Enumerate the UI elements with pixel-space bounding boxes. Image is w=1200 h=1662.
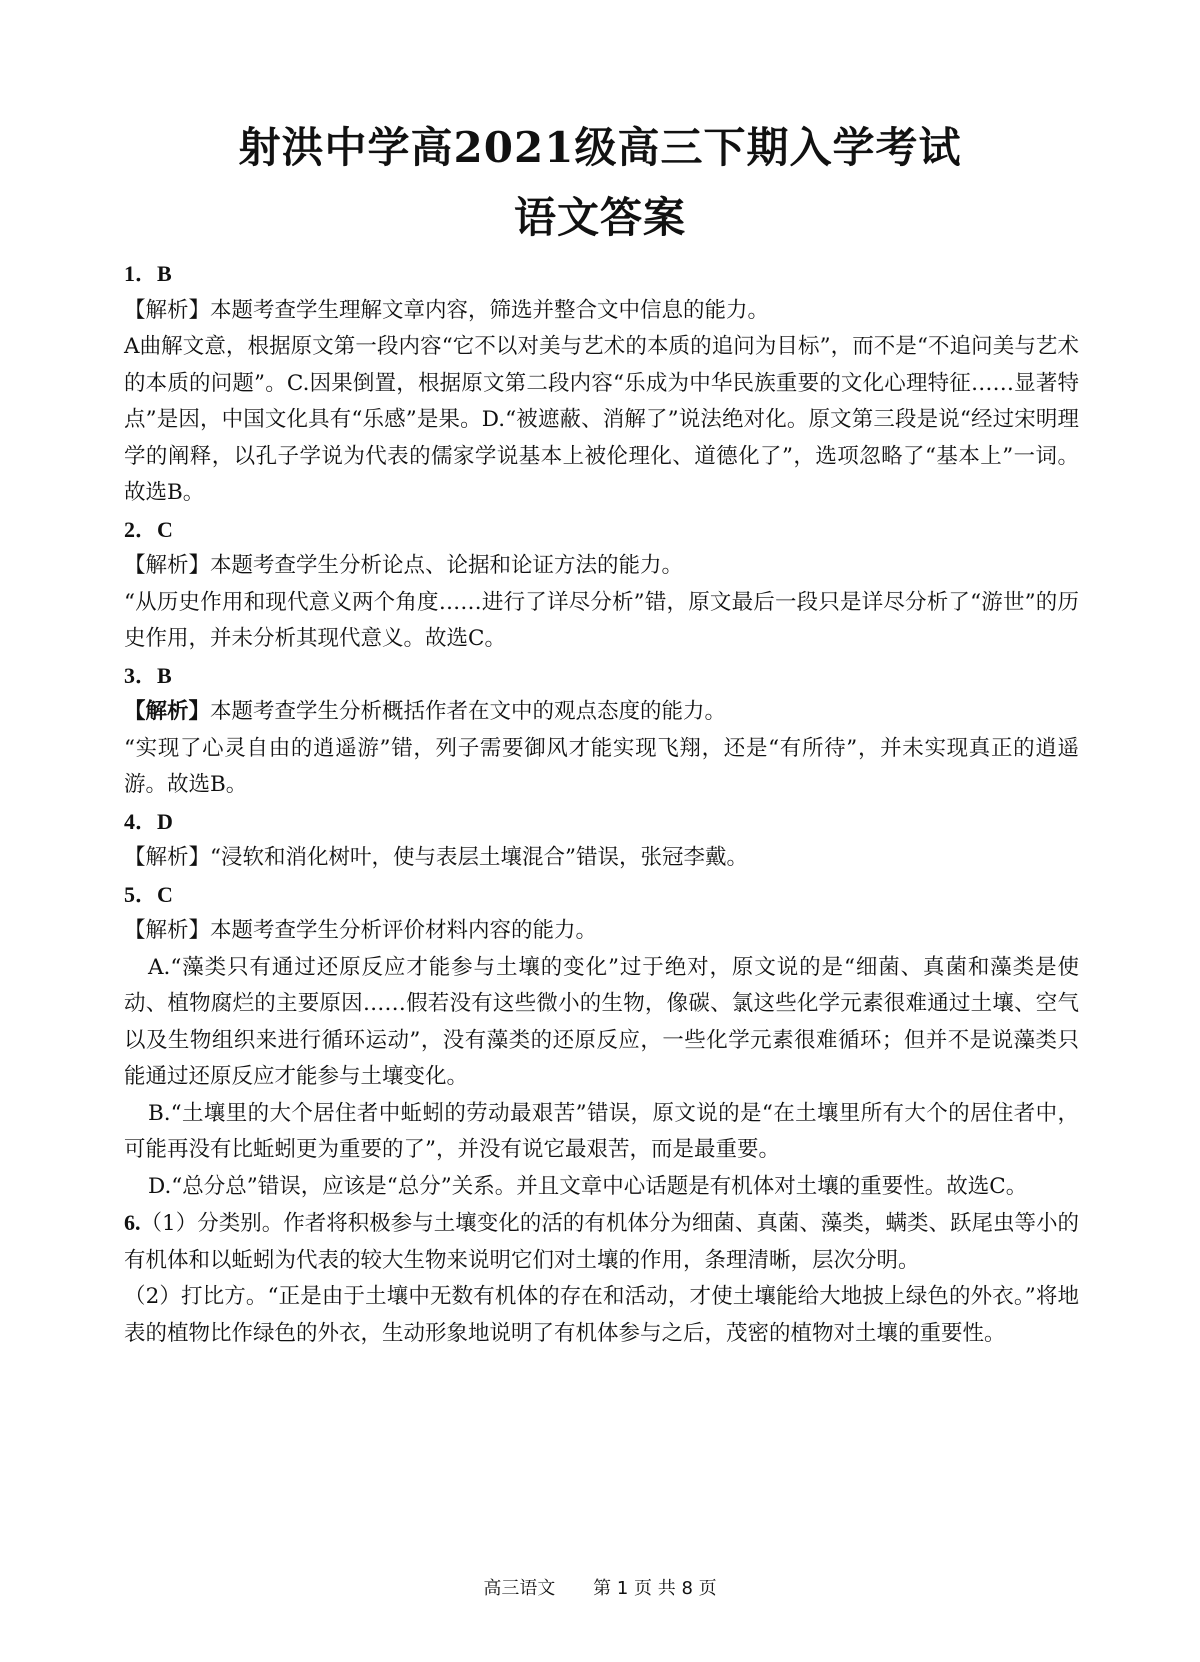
answer-1-detail: A曲解文意，根据原文第一段内容“它不以对美与艺术的本质的追问为目标”，而不是“不追问美与艺术的本质的问题”。C.因果倒置，根据原文第二段内容“乐成为中华民族重要的文化心理特征……显著特点”是因，中国文化具有“乐感”是果。D.“被遮蔽、消解了”说法绝对化。原文第三段是说“经过宋明理学的阐释，以孔子学说为代表的儒家学说基本上被伦理化、道德化了”，选项忽略了“基本上”一词。故选B。: [124, 334, 1079, 505]
analysis-tag: 【解析】: [124, 845, 211, 870]
answer-body: [124, 256, 1079, 1352]
footer-page-number: 第 1 页 共 8 页: [593, 1578, 717, 1599]
answer-1-analysis: [124, 293, 1079, 330]
answer-3-analysis: [124, 694, 1079, 731]
answer-5-detail-d: D.“总分总”错误，应该是“总分”关系。并且文章中心话题是有机体对土壤的重要性。故选C。: [148, 1173, 1028, 1199]
answer-4-analysis: [124, 840, 1079, 877]
answer-2-detail: “从历史作用和现代意义两个角度……进行了详尽分析”错，原文最后一段只是详尽分析了“游世”的历史作用，并未分析其现代意义。故选C。: [124, 589, 1079, 651]
analysis-text: 本题考查学生分析评价材料内容的能力。: [210, 918, 598, 943]
answer-2-number: 2．C: [124, 516, 173, 542]
answer-5-detail-b: B.“土壤里的大个居住者中蚯蚓的劳动最艰苦”错误，原文说的是“在土壤里所有大个的居住者中，可能再没有比蚯蚓更为重要的了”，并没有说它最艰苦，而是最重要。: [124, 1100, 1079, 1162]
analysis-text: 本题考查学生理解文章内容，筛选并整合文中信息的能力。: [210, 297, 770, 323]
analysis-tag: 【解析】: [124, 699, 211, 724]
analysis-tag: 【解析】: [124, 297, 211, 323]
answer-3-detail: “实现了心灵自由的逍遥游”错，列子需要御风才能实现飞翔，还是“有所待”，并未实现真正的逍遥游。故选B。: [124, 735, 1079, 797]
answer-6-part2: （2）打比方。“正是由于土壤中无数有机体的存在和活动，才使土壤能给大地披上绿色的外衣。”将地表的植物比作绿色的外衣，生动形象地说明了有机体参与之后，茂密的植物对土壤的重要性。: [124, 1284, 1079, 1346]
analysis-text: 本题考查学生分析论点、论据和论证方法的能力。: [210, 553, 684, 578]
analysis-tag: 【解析】: [124, 918, 211, 943]
answer-4-number: 4．D: [124, 808, 173, 834]
answer-5-number: 5．C: [124, 881, 173, 907]
page-footer: [0, 1574, 1200, 1600]
answer-1-number: 1．B: [124, 261, 172, 286]
answer-6-part1: [124, 1205, 1079, 1279]
document-subtitle: 语文答案: [513, 193, 686, 242]
answer-5-detail-a: A.“藻类只有通过还原反应才能参与土壤的变化”过于绝对，原文说的是“细菌、真菌和藻类是使动、植物腐烂的主要原因……假若没有这些微小的生物，像碳、氯这些化学元素很难通过土壤、空气以及生物组织来进行循环运动”，没有藻类的还原反应，一些化学元素很难循环；但并不是说藻类只能通过还原反应才能参与土壤变化。: [124, 954, 1079, 1089]
answer-2-analysis: [124, 548, 1079, 585]
answer-3-number: 3．B: [124, 662, 172, 688]
answer-6-number: 6.: [124, 1210, 141, 1235]
document-title: 射洪中学高2021级高三下期入学考试: [238, 123, 962, 172]
analysis-tag: 【解析】: [124, 553, 211, 578]
analysis-text: “浸软和消化树叶，使与表层土壤混合”错误，张冠李戴。: [210, 845, 749, 870]
analysis-text: 本题考查学生分析概括作者在文中的观点态度的能力。: [210, 699, 727, 724]
answer-6-part1-text: （1）分类别。作者将积极参与土壤变化的活的有机体分为细菌、真菌、藻类，螨类、跃尾虫等小的有机体和以蚯蚓为代表的较大生物来说明它们对土壤的作用，条理清晰，层次分明。: [124, 1211, 1079, 1273]
footer-subject: 高三语文: [483, 1578, 556, 1599]
answer-5-analysis: [124, 913, 1079, 950]
